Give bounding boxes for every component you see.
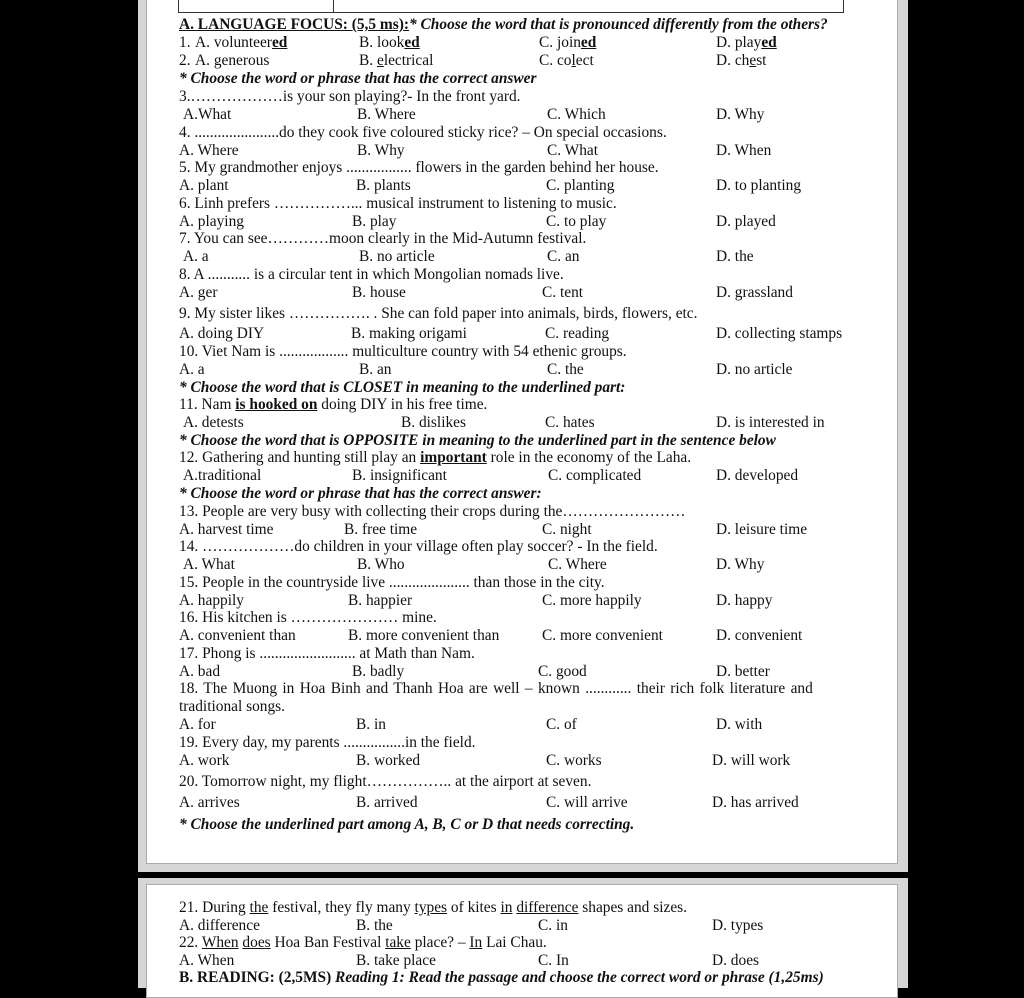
q3-option-b: B. Where	[357, 106, 416, 123]
q3-option-c: C. Which	[547, 106, 606, 123]
question-9: 9. My sister likes ……………. . She can fold paper into animals, birds, flowers, etc.	[179, 305, 698, 322]
q13-option-d: D. leisure time	[716, 521, 808, 538]
q10-option-a: A. a	[179, 361, 205, 378]
q15-option-b: B. happier	[348, 592, 413, 609]
question-11: 11. Nam is hooked on doing DIY in his free time.	[179, 396, 488, 413]
q9-option-d: D. collecting stamps	[716, 325, 843, 342]
q11-option-a: A. detests	[183, 414, 244, 431]
q10-option-d: D. no article	[716, 361, 793, 378]
q1-option-b: B. looked	[359, 34, 420, 51]
question-3: 3.………………is your son playing?- In the front yard.	[179, 88, 521, 105]
q12-option-c: C. complicated	[548, 467, 642, 484]
q16-option-d: D. convenient	[716, 627, 803, 644]
instruction-correct-answer-2: * Choose the word or phrase that has the correct answer:	[179, 485, 542, 502]
q8-option-d: D. grassland	[716, 284, 793, 301]
q14-option-d: D. Why	[716, 556, 765, 573]
q17-option-d: D. better	[716, 663, 770, 680]
question-20: 20. Tomorrow night, my flight…………….. at the airport at seven.	[179, 773, 592, 790]
header-table-edge	[178, 0, 844, 13]
q20-option-a: A. arrives	[179, 794, 240, 811]
question-13: 13. People are very busy with collecting their crops during the……………………	[179, 503, 686, 520]
q22-option-b: B. take place	[356, 952, 436, 969]
q13-option-a: A. harvest time	[179, 521, 274, 538]
question-5: 5. My grandmother enjoys ................. flowers in the garden behind her house.	[179, 159, 659, 176]
question-17: 17. Phong is ......................... at Math than Nam.	[179, 645, 475, 662]
question-16: 16. His kitchen is ………………… mine.	[179, 609, 437, 626]
q9-option-c: C. reading	[545, 325, 610, 342]
q15-option-c: C. more happily	[542, 592, 642, 609]
q5-option-c: C. planting	[546, 177, 615, 194]
q20-option-d: D. has arrived	[712, 794, 799, 811]
q6-option-d: D. played	[716, 213, 776, 230]
section-b-heading: B. READING: (2,5MS) Reading 1: Read the passage and choose the correct word or phrase (1,25ms)	[179, 969, 824, 986]
q21-option-a: A. difference	[179, 917, 260, 934]
q11-option-d: D. is interested in	[716, 414, 825, 431]
question-21: 21. During the festival, they fly many types of kites in difference shapes and sizes.	[179, 899, 687, 916]
q19-option-a: A. work	[179, 752, 230, 769]
q3-option-a: A.What	[183, 106, 232, 123]
instruction-correct-answer: * Choose the word or phrase that has the correct answer	[179, 70, 537, 87]
q17-option-c: C. good	[538, 663, 587, 680]
q18-option-c: C. of	[546, 716, 577, 733]
q6-option-c: C. to play	[546, 213, 607, 230]
q7-option-d: D. the	[716, 248, 754, 265]
question-14: 14. ………………do children in your village often play soccer? - In the field.	[179, 538, 658, 555]
q9-option-b: B. making origami	[351, 325, 467, 342]
q7-option-a: A. a	[183, 248, 209, 265]
q13-option-b: B. free time	[344, 521, 418, 538]
q10-option-c: C. the	[547, 361, 584, 378]
q4-option-b: B. Why	[357, 142, 405, 159]
q6-option-a: A. playing	[179, 213, 244, 230]
q13-option-c: C. night	[542, 521, 592, 538]
q2-option-c: C. colect	[539, 52, 594, 69]
q6-option-b: B. play	[352, 213, 397, 230]
question-15: 15. People in the countryside live ..................... than those in the city.	[179, 574, 605, 591]
q10-option-b: B. an	[359, 361, 392, 378]
q15-option-d: D. happy	[716, 592, 773, 609]
question-7: 7. You can see…………moon clearly in the Mid-Autumn festival.	[179, 230, 587, 247]
q7-option-c: C. an	[547, 248, 580, 265]
q5-option-d: D. to planting	[716, 177, 802, 194]
q21-option-d: D. types	[712, 917, 764, 934]
q8-option-c: C. tent	[542, 284, 584, 301]
q14-option-b: B. Who	[357, 556, 405, 573]
q4-option-c: C. What	[547, 142, 599, 159]
q21-option-b: B. the	[356, 917, 393, 934]
q21-option-c: C. in	[538, 917, 568, 934]
q5-option-b: B. plants	[356, 177, 411, 194]
q4-option-a: A. Where	[179, 142, 239, 159]
instruction-opposite: * Choose the word that is OPPOSITE in meaning to the underlined part in the sentence below	[179, 432, 776, 449]
question-10: 10. Viet Nam is .................. multiculture country with 54 ethenic groups.	[179, 343, 627, 360]
q2-option-b: B. electrical	[359, 52, 434, 69]
q12-option-a: A.traditional	[183, 467, 262, 484]
q22-option-c: C. In	[538, 952, 569, 969]
question-4: 4. ......................do they cook five coloured sticky rice? – On special occasions.	[179, 124, 667, 141]
q19-option-c: C. works	[546, 752, 602, 769]
q14-option-a: A. What	[183, 556, 235, 573]
q16-option-b: B. more convenient than	[348, 627, 500, 644]
instruction-closest: * Choose the word that is CLOSET in meaning to the underlined part:	[179, 379, 626, 396]
q14-option-c: C. Where	[548, 556, 607, 573]
section-a-heading: A. LANGUAGE FOCUS: (5,5 ms):* Choose the word that is pronounced differently from the others?	[179, 16, 828, 33]
q2-option-a: A. generous	[195, 52, 270, 69]
q20-option-b: B. arrived	[356, 794, 418, 811]
q19-option-b: B. worked	[356, 752, 421, 769]
q9-option-a: A. doing DIY	[179, 325, 265, 342]
q22-option-d: D. does	[712, 952, 760, 969]
q17-option-a: A. bad	[179, 663, 221, 680]
q18-option-a: A. for	[179, 716, 216, 733]
q16-option-c: C. more convenient	[542, 627, 663, 644]
q20-option-c: C. will arrive	[546, 794, 628, 811]
question-18-line-2: traditional songs.	[179, 698, 286, 715]
question-2: 2.	[179, 52, 191, 69]
q5-option-a: A. plant	[179, 177, 229, 194]
q8-option-a: A. ger	[179, 284, 218, 301]
question-12: 12. Gathering and hunting still play an important role in the economy of the Laha.	[179, 449, 692, 466]
q18-option-b: B. in	[356, 716, 386, 733]
question-6: 6. Linh prefers ……………... musical instrument to listening to music.	[179, 195, 617, 212]
q16-option-a: A. convenient than	[179, 627, 296, 644]
question-19: 19. Every day, my parents ................in the field.	[179, 734, 476, 751]
q11-option-b: B. dislikes	[401, 414, 466, 431]
q11-option-c: C. hates	[545, 414, 595, 431]
q15-option-a: A. happily	[179, 592, 244, 609]
q7-option-b: B. no article	[359, 248, 435, 265]
instruction-underlined: * Choose the underlined part among A, B, C or D that needs correcting.	[179, 816, 635, 833]
q18-option-d: D. with	[716, 716, 763, 733]
q19-option-d: D. will work	[712, 752, 791, 769]
q1-option-a: A. volunteered	[195, 34, 288, 51]
q3-option-d: D. Why	[716, 106, 765, 123]
q12-option-d: D. developed	[716, 467, 799, 484]
q22-option-a: A. When	[179, 952, 235, 969]
question-1: 1.	[179, 34, 191, 51]
q1-option-c: C. joined	[539, 34, 597, 51]
question-22: 22. When does Hoa Ban Festival take place? – In Lai Chau.	[179, 934, 547, 951]
q4-option-d: D. When	[716, 142, 772, 159]
question-18-line-1: 18. The Muong in Hoa Binh and Thanh Hoa are well – known ............ their rich folk literature and	[179, 680, 813, 697]
q2-option-d: D. chest	[716, 52, 767, 69]
q1-option-d: D. played	[716, 34, 777, 51]
question-8: 8. A ........... is a circular tent in which Mongolian nomads live.	[179, 266, 564, 283]
q17-option-b: B. badly	[352, 663, 405, 680]
q8-option-b: B. house	[352, 284, 406, 301]
q12-option-b: B. insignificant	[352, 467, 447, 484]
